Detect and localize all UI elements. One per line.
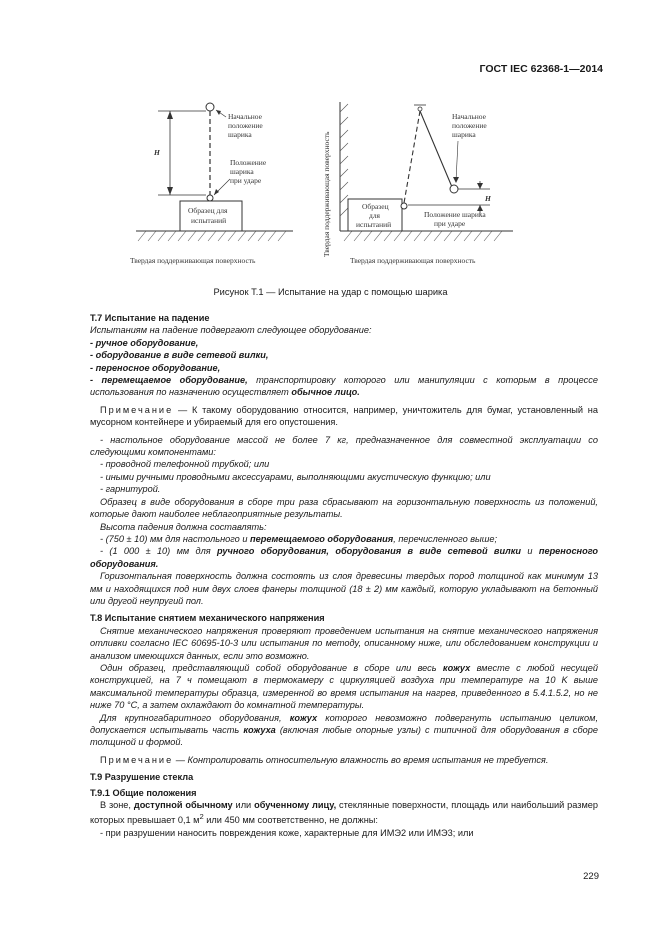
surface-label: Твердая поддерживающая поверхность xyxy=(130,256,256,265)
section-heading: Т.7 Испытание на падение xyxy=(90,313,210,323)
sample-label: Образец xyxy=(362,202,389,211)
h-label: H xyxy=(485,194,491,203)
start-label: положение xyxy=(452,121,487,130)
list-item: - проводной телефонной трубкой; или xyxy=(100,459,270,470)
start-label: шарика xyxy=(452,130,476,139)
start-label: Начальное xyxy=(452,112,486,121)
right-diagram xyxy=(322,102,513,265)
list-item: - ручное оборудование, xyxy=(90,337,199,348)
h-label: H xyxy=(154,148,160,157)
paragraph: Высота падения должна составлять: xyxy=(100,521,267,532)
figure-ball-impact xyxy=(118,97,528,277)
sample-label: Образец для xyxy=(188,206,228,215)
ball-start-icon xyxy=(206,103,214,111)
start-label: шарика xyxy=(228,130,252,139)
document-body xyxy=(90,309,598,839)
surface-label: Твердая поддерживающая поверхность xyxy=(350,256,476,265)
list-item: - иными ручными проводными аксессуарами, выполняющими акустическую функцию; или xyxy=(100,471,491,482)
figure-caption: Рисунок Т.1 — Испытание на удар с помощью шарика xyxy=(213,287,448,297)
paragraph: Для крупногабаритного оборудования, кожух которого невозможно подвергнуть испытанию целиком, допускается испытывать часть кожуха (включая любые опорные узлы) с типичной для оборудования в сборе толщиной и формой. xyxy=(90,712,598,748)
impact-label: при ударе xyxy=(434,219,466,228)
paragraph: Один образец, представляющий собой оборудование в сборе или весь кожух вместе с любой несущей конструкцией, на 7 ч помещают в термокамеру с циркуляцией воздуха при температуре на 10 K выше максимальной температуры образца, измеренной во время испытания на нагрев, приведенного в 5.4.1.5.2, но не ниже 70 °C, а затем охлаждают до комнатной температуры. xyxy=(90,662,598,711)
subsection-heading: Т.9.1 Общие положения xyxy=(90,787,197,798)
ball-impact-icon xyxy=(207,195,213,201)
list-item: - перемещаемое оборудование, транспортировку которого или манипуляции с которым в процессе использования по назначению осуществляет обычное лицо. xyxy=(90,375,598,398)
ball-impact-icon xyxy=(401,203,407,209)
paragraph: - настольное оборудование массой не более 7 кг, предназначенное для совместной эксплуатации со следующими компонентами: xyxy=(90,434,598,458)
impact-label: Положение xyxy=(230,158,267,167)
document-header: ГОСТ IEC 62368-1—2014 xyxy=(479,63,603,75)
list-item: - оборудование в виде сетевой вилки, xyxy=(90,350,269,361)
start-label: положение xyxy=(228,121,263,130)
ball-start-icon xyxy=(450,185,458,193)
note: Примечание — К такому оборудованию относится, например, уничтожитель для бумаг, установленный на мусорном контейнере и убираемый для его опустошения. xyxy=(90,404,598,428)
sample-label: испытаний xyxy=(191,216,227,225)
list-item: - при разрушении наносить повреждения коже, характерные для ИМЭ2 или ИМЭ3; или xyxy=(100,827,474,838)
list-item: - (750 ± 10) мм для настольного и перемещаемого оборудования, перечисленного выше; xyxy=(100,533,498,544)
list-item: - (1 000 ± 10) мм для ручного оборудования, оборудования в виде сетевой вилки и переносного оборудования. xyxy=(90,546,599,569)
paragraph: Горизонтальная поверхность должна состоять из слоя древесины твердых пород толщиной как минимум 13 мм и находящихся под ним двух слоев фанеры толщиной (18 ± 2) мм каждый, которую укладывают на бетонный или другой неупругий пол. xyxy=(90,571,598,606)
wall-label: Твердая поддерживающая поверхность xyxy=(322,131,331,257)
section-heading: Т.8 Испытание снятием механического напряжения xyxy=(90,613,325,624)
paragraph: В зоне, доступной обычному или обученному лицу, стеклянные поверхности, площадь или наибольший размер которых превышает 0,1 $м^2$ или 450 мм соответственно, не должны: xyxy=(90,800,598,826)
paragraph: Образец в виде оборудования в сборе три раза сбрасывают на горизонтальную поверхность из положений, которые дают наиболее неблагоприятные результаты. xyxy=(90,496,598,520)
impact-label: шарика xyxy=(230,167,254,176)
list-item: - гарнитурой. xyxy=(100,484,161,495)
impact-label: при ударе xyxy=(230,176,262,185)
impact-label: Положение шарика xyxy=(424,210,486,219)
section-heading: Т.9 Разрушение стекла xyxy=(90,772,194,783)
figure-diagram xyxy=(118,97,528,277)
list-item: - переносное оборудование, xyxy=(90,362,221,373)
page-number: 229 xyxy=(583,871,599,882)
sample-label: для xyxy=(369,211,381,220)
start-label: Начальное xyxy=(228,112,262,121)
paragraph: Испытаниям на падение подвергают следующее оборудование: xyxy=(90,325,372,336)
sample-label: испытаний xyxy=(356,220,392,229)
pivot-icon xyxy=(418,107,422,111)
left-diagram xyxy=(130,103,293,265)
note: Примечание — Контролировать относительную влажность во время испытания не требуется. xyxy=(100,754,549,765)
paragraph: Снятие механического напряжения проверяют проведением испытания на снятие механического напряжения отливки согласно IEC 60695-10-3 или испытания по методу, описанному ниже, или обследованием конструкции и анализом имеющихся данных, если это возможно. xyxy=(90,625,598,661)
